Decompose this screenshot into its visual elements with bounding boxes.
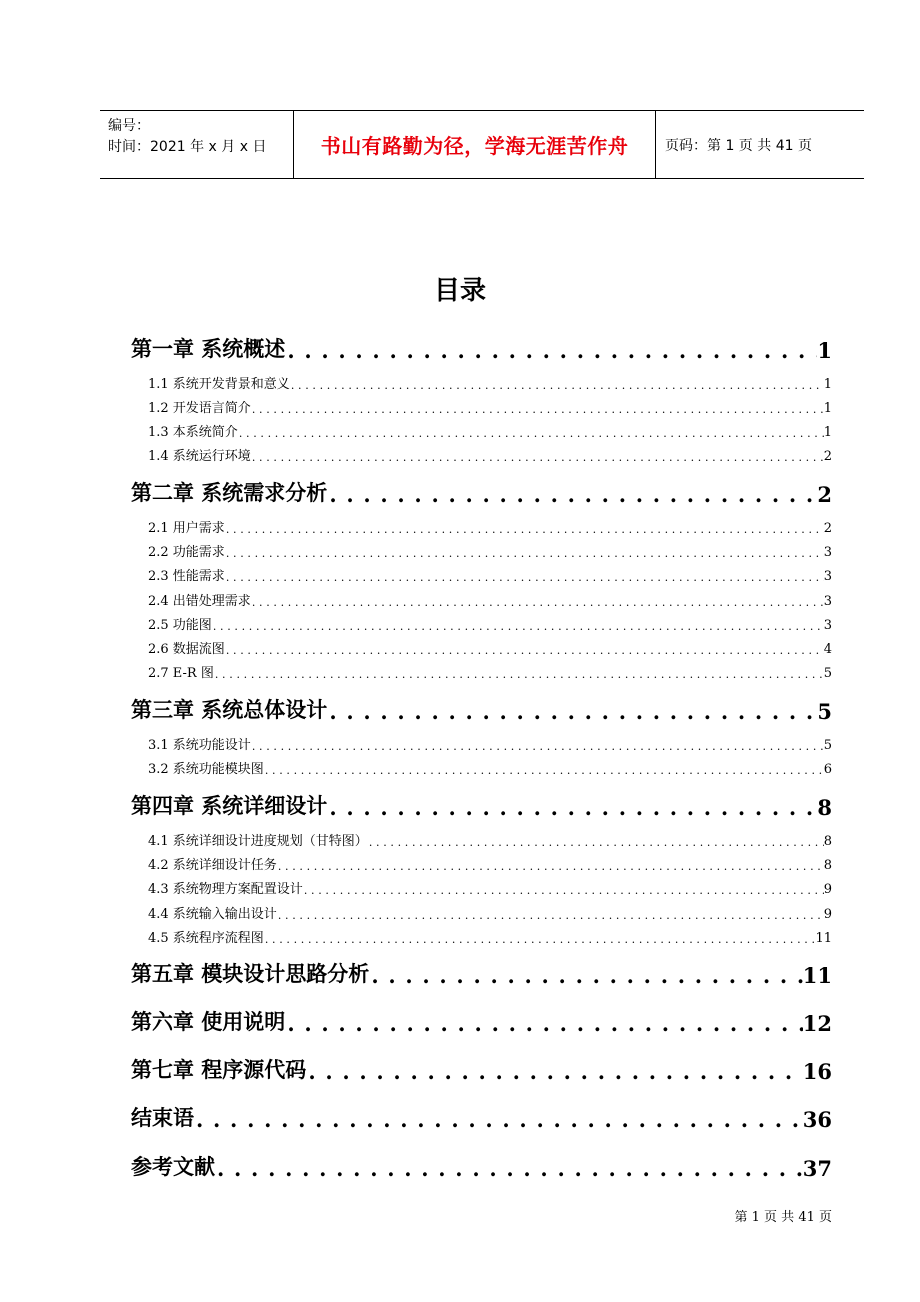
toc-section-4-2[interactable]: 4.2 系统详细设计任务 . . . 8 [148,853,832,873]
number-label: 编号： [108,118,150,134]
toc-title: 目录 [433,276,486,306]
time-label: 时间：2021 年 x 月 x 日 [108,139,267,155]
toc-section-2-3[interactable]: 2.3 性能需求 . . . 3 [148,564,832,584]
header-page-info: 页码：第 1 页 共 41 页 [665,137,812,154]
toc-chapter-5[interactable]: 第五章 模块设计思路分析 . . . 11 [131,958,832,988]
toc-section-3-2[interactable]: 3.2 系统功能模块图 . . . 6 [148,757,832,777]
toc-section-3-1[interactable]: 3.1 系统功能设计 . . . 5 [148,733,832,753]
toc-section-1-2[interactable]: 1.2 开发语言简介 . . . 1 [148,396,832,416]
toc-chapter-1[interactable]: 第一章 系统概述 . . . 1 [131,333,832,363]
toc-section-1-3[interactable]: 1.3 本系统简介 . . . 1 [148,420,832,440]
header-motto: 书山有路勤为径，学海无涯苦作舟 [294,111,656,178]
toc-chapter-4[interactable]: 第四章 系统详细设计 . . . 8 [131,790,832,820]
toc-section-2-4[interactable]: 2.4 出错处理需求 . . . 3 [148,589,832,609]
toc-chapter-7[interactable]: 第七章 程序源代码 . . . 16 [131,1054,832,1084]
toc-chapter-2[interactable]: 第二章 系统需求分析 . . . 2 [131,477,832,507]
toc-section-2-2[interactable]: 2.2 功能需求 . . . 3 [148,540,832,560]
page-footer: 第 1 页 共 41 页 [734,1210,832,1225]
toc-chapter-3[interactable]: 第三章 系统总体设计 . . . 5 [131,694,832,724]
toc-conclusion[interactable]: 结束语 . . . 36 [131,1102,832,1132]
toc-section-2-5[interactable]: 2.5 功能图 . . . 3 [148,613,832,633]
toc-section-4-5[interactable]: 4.5 系统程序流程图 . . . 11 [148,926,832,946]
toc-section-4-4[interactable]: 4.4 系统输入输出设计 . . . 9 [148,902,832,922]
toc-section-2-1[interactable]: 2.1 用户需求 . . . 2 [148,516,832,536]
toc-section-4-3[interactable]: 4.3 系统物理方案配置设计 . . . 9 [148,877,832,897]
toc-chapter-6[interactable]: 第六章 使用说明 . . . 12 [131,1006,832,1036]
toc-section-4-1[interactable]: 4.1 系统详细设计进度规划（甘特图） . . . 8 [148,829,832,849]
toc-section-2-6[interactable]: 2.6 数据流图 . . . 4 [148,637,832,657]
toc-section-2-7[interactable]: 2.7 E-R 图 . . . 5 [148,661,832,681]
toc-section-1-4[interactable]: 1.4 系统运行环境 . . . 2 [148,444,832,464]
toc-references[interactable]: 参考文献 . . . 37 [131,1151,832,1181]
toc-section-1-1[interactable]: 1.1 系统开发背景和意义 . . . 1 [148,372,832,392]
